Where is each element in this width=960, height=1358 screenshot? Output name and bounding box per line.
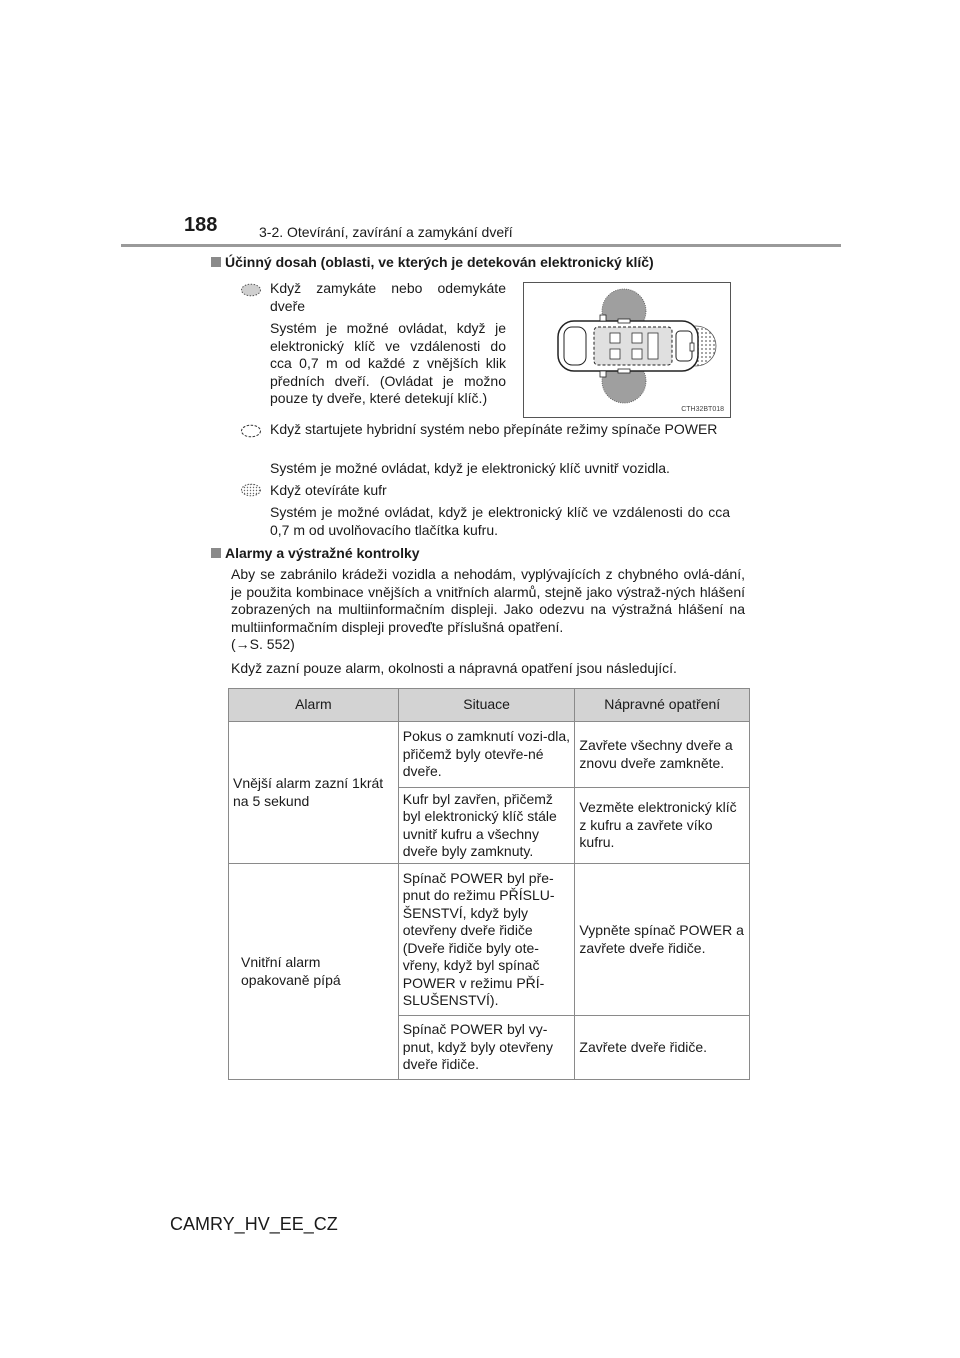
action-cell: Vypněte spínač POWER a zavřete dveře řidiče. xyxy=(575,864,750,1016)
range-item-start-title: Když startujete hybridní systém nebo přepínáte režimy spínače POWER xyxy=(270,421,718,437)
figure-code: CTH32BT018 xyxy=(681,406,724,413)
page-reference: (→S. 552) xyxy=(231,636,295,652)
action-cell: Vezměte elektronický klíč z kufru a zavřete víko kufru. xyxy=(575,788,750,864)
car-top-view-illustration xyxy=(524,283,730,417)
situation-cell: Pokus o zamknutí vozi-dla, přičemž byly otevře-né dveře. xyxy=(398,722,575,788)
range-item-start-body: Systém je možné ovládat, když je elektronický klíč uvnitř vozidla. xyxy=(270,460,670,476)
dotted-circle-icon xyxy=(240,283,262,297)
column-header: Situace xyxy=(398,689,575,722)
section-heading-text: Alarmy a výstražné kontrolky xyxy=(225,545,420,561)
detection-range-figure xyxy=(523,282,731,418)
situation-cell: Kufr byl zavřen, přičemž byl elektronický klíč stále uvnitř kufru a všechny dveře byly zamknuty. xyxy=(398,788,575,864)
column-header: Alarm xyxy=(229,689,399,722)
range-item-trunk-body: Systém je možné ovládat, když je elektronický klíč ve vzdálenosti do cca 0,7 m od uvolňovacího tlačítka kufru. xyxy=(270,504,730,538)
range-item-lock-body: Systém je možné ovládat, když je elektronický klíč ve vzdálenosti do cca 0,7 m od každé z vnějších klik předních dveří. (Ovládat je možno pouze ty dveře, které detekují klíč.) xyxy=(270,320,506,406)
alarms-intro: Když zazní pouze alarm, okolnosti a nápravná opatření jsou následující. xyxy=(231,660,677,676)
situation-cell: Spínač POWER byl pře-pnut do režimu PŘÍSLU-ŠENSTVÍ, když byly otevřeny dveře řidiče (Dveře řidiče byly ote-vřeny, když byl spínač POWER v režimu PŘÍ-SLUŠENSTVÍ). xyxy=(398,864,575,1016)
section-heading-range xyxy=(211,254,654,270)
column-header: Nápravné opatření xyxy=(575,689,750,722)
range-item-trunk-title: Když otevíráte kufr xyxy=(270,482,387,498)
table-row xyxy=(229,864,750,1016)
table-row xyxy=(229,722,750,788)
dashed-circle-icon xyxy=(240,424,262,438)
action-cell: Zavřete všechny dveře a znovu dveře zamkněte. xyxy=(575,722,750,788)
section-heading-alarms xyxy=(211,545,420,561)
table-header-row xyxy=(229,689,750,722)
square-bullet-icon xyxy=(211,548,221,558)
alarm-cell: Vnitřní alarm opakovaně pípá xyxy=(229,864,399,1080)
action-cell: Zavřete dveře řidiče. xyxy=(575,1016,750,1080)
section-heading-text: Účinný dosah (oblasti, ve kterých je detekován elektronický klíč) xyxy=(225,254,654,270)
situation-cell: Spínač POWER byl vy-pnut, když byly otevřeny dveře řidiče. xyxy=(398,1016,575,1080)
chapter-title: 3-2. Otevírání, zavírání a zamykání dveří xyxy=(259,224,513,240)
alarms-paragraph: Aby se zabránilo krádeži vozidla a nehodám, vyplývajících z chybného ovlá-dání, je použita kombinace vnějších a vnitřních alarmů, stejně jako výstraž-ných hlášení zobrazených na multiinformačním displeji. Jako odezvu na výstražná hlášení na multiinformačním displeji proveďte příslušná opatření. (→S. 552) xyxy=(231,566,745,652)
dotted-grid-circle-icon xyxy=(240,483,262,497)
range-item-lock-title: Když zamykáte nebo odemykáte dveře xyxy=(270,280,506,314)
alarm-cell: Vnější alarm zazní 1krát na 5 sekund xyxy=(229,722,399,864)
page-number: 188 xyxy=(184,214,218,236)
model-code: CAMRY_HV_EE_CZ xyxy=(170,1214,338,1234)
alarm-table xyxy=(228,688,750,1080)
header-divider xyxy=(121,244,841,247)
square-bullet-icon xyxy=(211,257,221,267)
